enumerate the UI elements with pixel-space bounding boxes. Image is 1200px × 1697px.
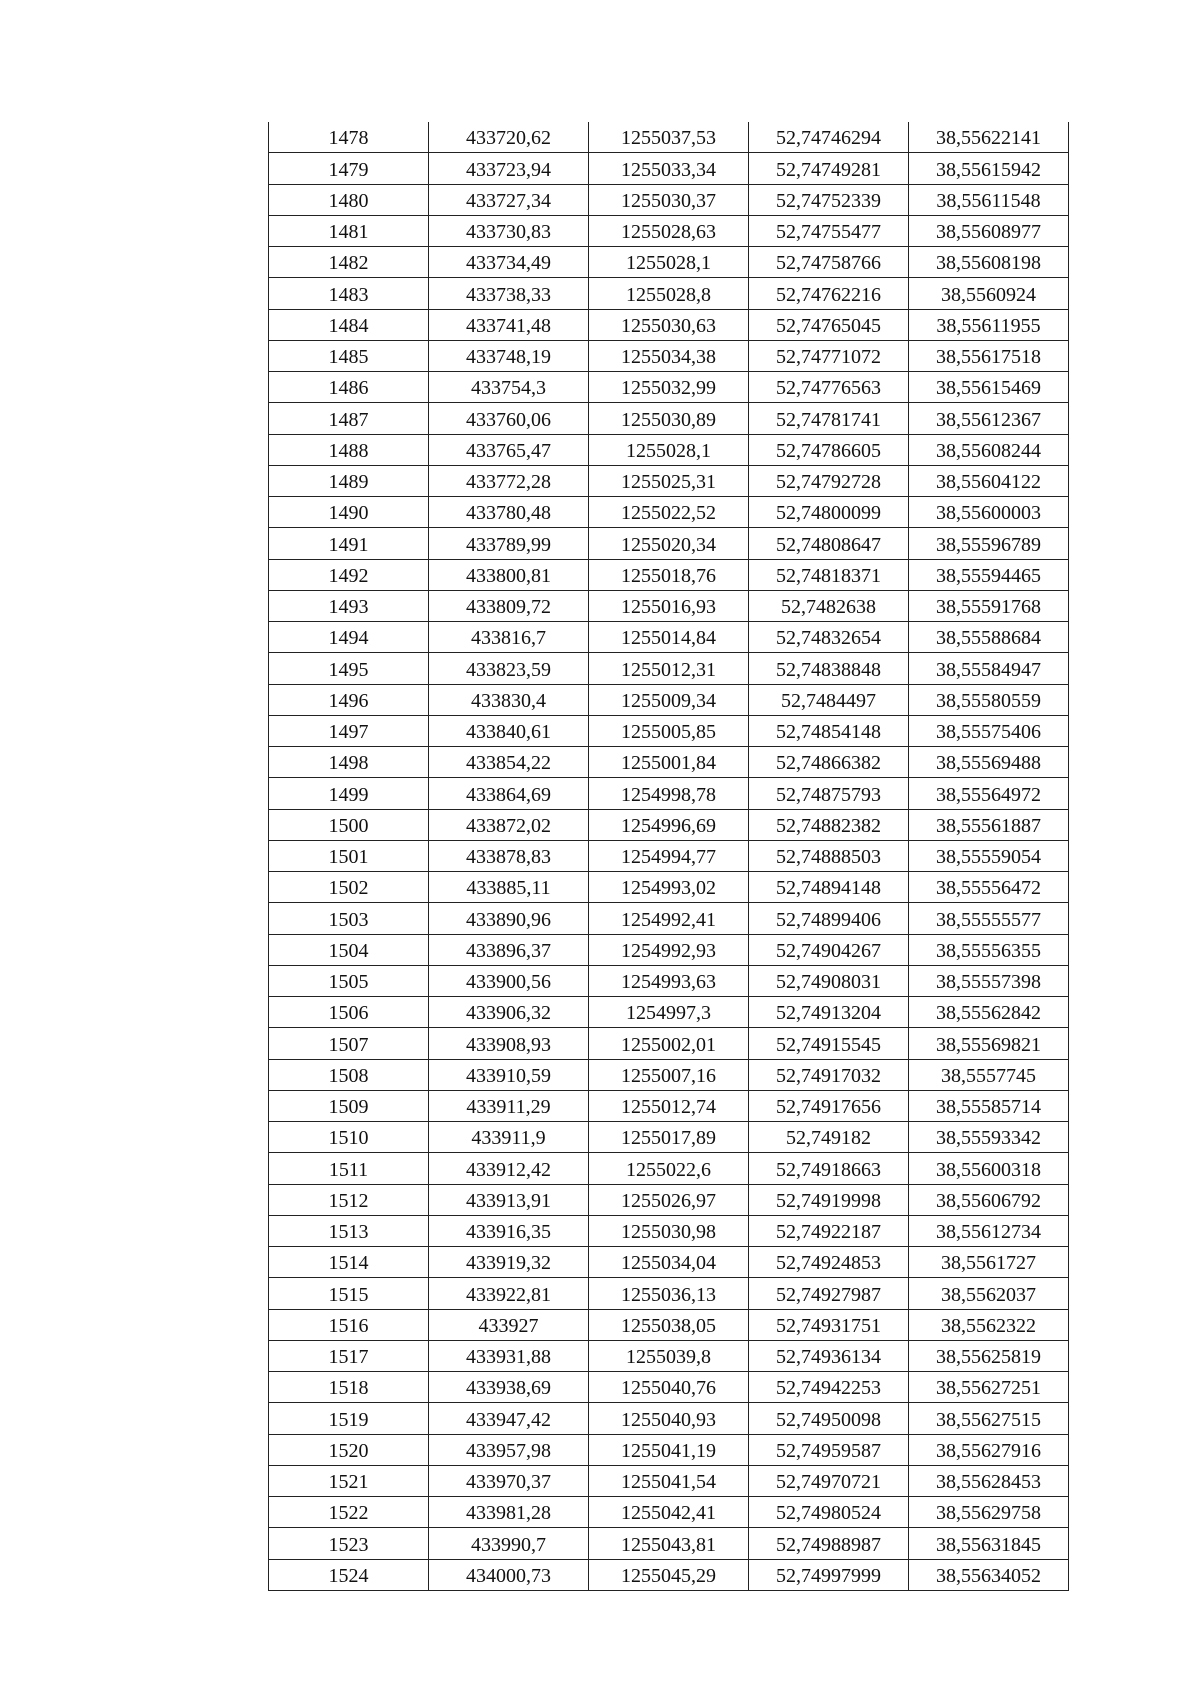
table-row <box>269 247 1069 278</box>
y-coordinate-cell: 1255030,98 <box>589 1215 749 1246</box>
longitude-cell: 38,55596789 <box>909 528 1069 559</box>
longitude-cell: 38,55555577 <box>909 903 1069 934</box>
point-number-cell: 1520 <box>269 1434 429 1465</box>
y-coordinate-cell: 1255041,19 <box>589 1434 749 1465</box>
point-number-cell: 1484 <box>269 309 429 340</box>
latitude-cell: 52,7482638 <box>749 590 909 621</box>
latitude-cell: 52,74950098 <box>749 1403 909 1434</box>
table-row <box>269 215 1069 246</box>
x-coordinate-cell: 433900,56 <box>429 965 589 996</box>
table-row <box>269 1090 1069 1121</box>
point-number-cell: 1490 <box>269 497 429 528</box>
y-coordinate-cell: 1255020,34 <box>589 528 749 559</box>
x-coordinate-cell: 433780,48 <box>429 497 589 528</box>
x-coordinate-cell: 433922,81 <box>429 1278 589 1309</box>
x-coordinate-cell: 433981,28 <box>429 1497 589 1528</box>
latitude-cell: 52,74918663 <box>749 1153 909 1184</box>
y-coordinate-cell: 1255018,76 <box>589 559 749 590</box>
point-number-cell: 1489 <box>269 465 429 496</box>
longitude-cell: 38,55557398 <box>909 965 1069 996</box>
table-row <box>269 1153 1069 1184</box>
latitude-cell: 52,74776563 <box>749 372 909 403</box>
point-number-cell: 1524 <box>269 1559 429 1590</box>
y-coordinate-cell: 1255016,93 <box>589 590 749 621</box>
latitude-cell: 52,74866382 <box>749 747 909 778</box>
x-coordinate-cell: 433840,61 <box>429 715 589 746</box>
x-coordinate-cell: 433741,48 <box>429 309 589 340</box>
y-coordinate-cell: 1255037,53 <box>589 122 749 153</box>
table-row <box>269 372 1069 403</box>
x-coordinate-cell: 433916,35 <box>429 1215 589 1246</box>
latitude-cell: 52,74832654 <box>749 622 909 653</box>
y-coordinate-cell: 1255038,05 <box>589 1309 749 1340</box>
table-row <box>269 715 1069 746</box>
longitude-cell: 38,55628453 <box>909 1465 1069 1496</box>
x-coordinate-cell: 433890,96 <box>429 903 589 934</box>
y-coordinate-cell: 1255028,63 <box>589 215 749 246</box>
y-coordinate-cell: 1254993,02 <box>589 872 749 903</box>
table-row <box>269 153 1069 184</box>
point-number-cell: 1493 <box>269 590 429 621</box>
x-coordinate-cell: 433864,69 <box>429 778 589 809</box>
point-number-cell: 1513 <box>269 1215 429 1246</box>
table-row <box>269 1247 1069 1278</box>
x-coordinate-cell: 433906,32 <box>429 997 589 1028</box>
table-row <box>269 434 1069 465</box>
point-number-cell: 1515 <box>269 1278 429 1309</box>
y-coordinate-cell: 1255028,1 <box>589 247 749 278</box>
y-coordinate-cell: 1255001,84 <box>589 747 749 778</box>
point-number-cell: 1478 <box>269 122 429 153</box>
longitude-cell: 38,5560924 <box>909 278 1069 309</box>
latitude-cell: 52,74888503 <box>749 840 909 871</box>
table-row <box>269 1372 1069 1403</box>
table-row <box>269 778 1069 809</box>
y-coordinate-cell: 1255005,85 <box>589 715 749 746</box>
x-coordinate-cell: 433938,69 <box>429 1372 589 1403</box>
y-coordinate-cell: 1254993,63 <box>589 965 749 996</box>
x-coordinate-cell: 433734,49 <box>429 247 589 278</box>
point-number-cell: 1482 <box>269 247 429 278</box>
point-number-cell: 1481 <box>269 215 429 246</box>
longitude-cell: 38,55627251 <box>909 1372 1069 1403</box>
x-coordinate-cell: 433765,47 <box>429 434 589 465</box>
longitude-cell: 38,55569488 <box>909 747 1069 778</box>
table-row <box>269 653 1069 684</box>
latitude-cell: 52,74919998 <box>749 1184 909 1215</box>
latitude-cell: 52,7484497 <box>749 684 909 715</box>
longitude-cell: 38,55556355 <box>909 934 1069 965</box>
x-coordinate-cell: 434000,73 <box>429 1559 589 1590</box>
point-number-cell: 1511 <box>269 1153 429 1184</box>
y-coordinate-cell: 1255033,34 <box>589 153 749 184</box>
longitude-cell: 38,55627515 <box>909 1403 1069 1434</box>
latitude-cell: 52,74917656 <box>749 1090 909 1121</box>
x-coordinate-cell: 433738,33 <box>429 278 589 309</box>
point-number-cell: 1497 <box>269 715 429 746</box>
point-number-cell: 1503 <box>269 903 429 934</box>
latitude-cell: 52,74755477 <box>749 215 909 246</box>
table-row <box>269 1434 1069 1465</box>
longitude-cell: 38,55631845 <box>909 1528 1069 1559</box>
point-number-cell: 1483 <box>269 278 429 309</box>
point-number-cell: 1523 <box>269 1528 429 1559</box>
longitude-cell: 38,55627916 <box>909 1434 1069 1465</box>
x-coordinate-cell: 433748,19 <box>429 340 589 371</box>
point-number-cell: 1491 <box>269 528 429 559</box>
table-row <box>269 465 1069 496</box>
longitude-cell: 38,55561887 <box>909 809 1069 840</box>
longitude-cell: 38,55584947 <box>909 653 1069 684</box>
point-number-cell: 1522 <box>269 1497 429 1528</box>
y-coordinate-cell: 1255002,01 <box>589 1028 749 1059</box>
latitude-cell: 52,74927987 <box>749 1278 909 1309</box>
latitude-cell: 52,74792728 <box>749 465 909 496</box>
table-row <box>269 809 1069 840</box>
longitude-cell: 38,55629758 <box>909 1497 1069 1528</box>
longitude-cell: 38,55585714 <box>909 1090 1069 1121</box>
longitude-cell: 38,55594465 <box>909 559 1069 590</box>
latitude-cell: 52,74752339 <box>749 184 909 215</box>
y-coordinate-cell: 1255028,8 <box>589 278 749 309</box>
longitude-cell: 38,55600003 <box>909 497 1069 528</box>
x-coordinate-cell: 433908,93 <box>429 1028 589 1059</box>
y-coordinate-cell: 1254992,41 <box>589 903 749 934</box>
table-row <box>269 747 1069 778</box>
y-coordinate-cell: 1255028,1 <box>589 434 749 465</box>
latitude-cell: 52,74997999 <box>749 1559 909 1590</box>
y-coordinate-cell: 1255009,34 <box>589 684 749 715</box>
point-number-cell: 1521 <box>269 1465 429 1496</box>
point-number-cell: 1512 <box>269 1184 429 1215</box>
longitude-cell: 38,55617518 <box>909 340 1069 371</box>
table-row <box>269 1184 1069 1215</box>
table-row <box>269 403 1069 434</box>
x-coordinate-cell: 433911,9 <box>429 1122 589 1153</box>
table-row <box>269 1465 1069 1496</box>
y-coordinate-cell: 1255030,63 <box>589 309 749 340</box>
table-row <box>269 1278 1069 1309</box>
point-number-cell: 1500 <box>269 809 429 840</box>
point-number-cell: 1514 <box>269 1247 429 1278</box>
point-number-cell: 1516 <box>269 1309 429 1340</box>
latitude-cell: 52,74749281 <box>749 153 909 184</box>
table-row <box>269 1309 1069 1340</box>
y-coordinate-cell: 1255017,89 <box>589 1122 749 1153</box>
longitude-cell: 38,5562322 <box>909 1309 1069 1340</box>
x-coordinate-cell: 433854,22 <box>429 747 589 778</box>
longitude-cell: 38,55600318 <box>909 1153 1069 1184</box>
y-coordinate-cell: 1255043,81 <box>589 1528 749 1559</box>
x-coordinate-cell: 433720,62 <box>429 122 589 153</box>
point-number-cell: 1519 <box>269 1403 429 1434</box>
table-row <box>269 122 1069 153</box>
table-row <box>269 1340 1069 1371</box>
latitude-cell: 52,74899406 <box>749 903 909 934</box>
longitude-cell: 38,55608198 <box>909 247 1069 278</box>
latitude-cell: 52,74913204 <box>749 997 909 1028</box>
point-number-cell: 1517 <box>269 1340 429 1371</box>
x-coordinate-cell: 433800,81 <box>429 559 589 590</box>
table-row <box>269 497 1069 528</box>
longitude-cell: 38,55625819 <box>909 1340 1069 1371</box>
latitude-cell: 52,74924853 <box>749 1247 909 1278</box>
longitude-cell: 38,55615942 <box>909 153 1069 184</box>
table-row <box>269 1559 1069 1590</box>
x-coordinate-cell: 433947,42 <box>429 1403 589 1434</box>
point-number-cell: 1492 <box>269 559 429 590</box>
longitude-cell: 38,55593342 <box>909 1122 1069 1153</box>
point-number-cell: 1510 <box>269 1122 429 1153</box>
y-coordinate-cell: 1255030,89 <box>589 403 749 434</box>
y-coordinate-cell: 1255039,8 <box>589 1340 749 1371</box>
y-coordinate-cell: 1255022,52 <box>589 497 749 528</box>
x-coordinate-cell: 433816,7 <box>429 622 589 653</box>
longitude-cell: 38,5561727 <box>909 1247 1069 1278</box>
x-coordinate-cell: 433957,98 <box>429 1434 589 1465</box>
x-coordinate-cell: 433931,88 <box>429 1340 589 1371</box>
latitude-cell: 52,74970721 <box>749 1465 909 1496</box>
x-coordinate-cell: 433789,99 <box>429 528 589 559</box>
y-coordinate-cell: 1254994,77 <box>589 840 749 871</box>
table-row <box>269 1028 1069 1059</box>
point-number-cell: 1499 <box>269 778 429 809</box>
latitude-cell: 52,74875793 <box>749 778 909 809</box>
longitude-cell: 38,55606792 <box>909 1184 1069 1215</box>
longitude-cell: 38,55575406 <box>909 715 1069 746</box>
point-number-cell: 1494 <box>269 622 429 653</box>
y-coordinate-cell: 1255007,16 <box>589 1059 749 1090</box>
point-number-cell: 1518 <box>269 1372 429 1403</box>
latitude-cell: 52,74786605 <box>749 434 909 465</box>
latitude-cell: 52,74917032 <box>749 1059 909 1090</box>
x-coordinate-cell: 433760,06 <box>429 403 589 434</box>
latitude-cell: 52,74838848 <box>749 653 909 684</box>
latitude-cell: 52,74931751 <box>749 1309 909 1340</box>
x-coordinate-cell: 433896,37 <box>429 934 589 965</box>
latitude-cell: 52,74959587 <box>749 1434 909 1465</box>
point-number-cell: 1498 <box>269 747 429 778</box>
coordinates-table-body <box>269 122 1069 1590</box>
x-coordinate-cell: 433872,02 <box>429 809 589 840</box>
table-row <box>269 528 1069 559</box>
longitude-cell: 38,55608977 <box>909 215 1069 246</box>
y-coordinate-cell: 1255036,13 <box>589 1278 749 1309</box>
table-row <box>269 278 1069 309</box>
longitude-cell: 38,55612734 <box>909 1215 1069 1246</box>
point-number-cell: 1495 <box>269 653 429 684</box>
table-row <box>269 590 1069 621</box>
y-coordinate-cell: 1254997,3 <box>589 997 749 1028</box>
table-row <box>269 840 1069 871</box>
y-coordinate-cell: 1255030,37 <box>589 184 749 215</box>
longitude-cell: 38,55608244 <box>909 434 1069 465</box>
x-coordinate-cell: 433990,7 <box>429 1528 589 1559</box>
longitude-cell: 38,55634052 <box>909 1559 1069 1590</box>
x-coordinate-cell: 433919,32 <box>429 1247 589 1278</box>
latitude-cell: 52,74762216 <box>749 278 909 309</box>
point-number-cell: 1504 <box>269 934 429 965</box>
x-coordinate-cell: 433754,3 <box>429 372 589 403</box>
table-row <box>269 184 1069 215</box>
longitude-cell: 38,55591768 <box>909 590 1069 621</box>
longitude-cell: 38,55588684 <box>909 622 1069 653</box>
y-coordinate-cell: 1254996,69 <box>589 809 749 840</box>
latitude-cell: 52,74771072 <box>749 340 909 371</box>
x-coordinate-cell: 433912,42 <box>429 1153 589 1184</box>
point-number-cell: 1485 <box>269 340 429 371</box>
y-coordinate-cell: 1255042,41 <box>589 1497 749 1528</box>
longitude-cell: 38,55556472 <box>909 872 1069 903</box>
y-coordinate-cell: 1254998,78 <box>589 778 749 809</box>
latitude-cell: 52,74781741 <box>749 403 909 434</box>
latitude-cell: 52,74980524 <box>749 1497 909 1528</box>
latitude-cell: 52,74904267 <box>749 934 909 965</box>
x-coordinate-cell: 433772,28 <box>429 465 589 496</box>
point-number-cell: 1486 <box>269 372 429 403</box>
y-coordinate-cell: 1255012,31 <box>589 653 749 684</box>
y-coordinate-cell: 1255041,54 <box>589 1465 749 1496</box>
table-row <box>269 1215 1069 1246</box>
y-coordinate-cell: 1255026,97 <box>589 1184 749 1215</box>
latitude-cell: 52,74936134 <box>749 1340 909 1371</box>
longitude-cell: 38,5557745 <box>909 1059 1069 1090</box>
longitude-cell: 38,55580559 <box>909 684 1069 715</box>
longitude-cell: 38,55622141 <box>909 122 1069 153</box>
point-number-cell: 1496 <box>269 684 429 715</box>
x-coordinate-cell: 433970,37 <box>429 1465 589 1496</box>
x-coordinate-cell: 433809,72 <box>429 590 589 621</box>
x-coordinate-cell: 433823,59 <box>429 653 589 684</box>
y-coordinate-cell: 1254992,93 <box>589 934 749 965</box>
y-coordinate-cell: 1255040,93 <box>589 1403 749 1434</box>
table-row <box>269 1059 1069 1090</box>
point-number-cell: 1479 <box>269 153 429 184</box>
table-row <box>269 934 1069 965</box>
latitude-cell: 52,74882382 <box>749 809 909 840</box>
x-coordinate-cell: 433878,83 <box>429 840 589 871</box>
x-coordinate-cell: 433885,11 <box>429 872 589 903</box>
coordinates-table <box>268 122 1069 1591</box>
point-number-cell: 1505 <box>269 965 429 996</box>
latitude-cell: 52,74854148 <box>749 715 909 746</box>
point-number-cell: 1487 <box>269 403 429 434</box>
y-coordinate-cell: 1255034,38 <box>589 340 749 371</box>
latitude-cell: 52,74746294 <box>749 122 909 153</box>
longitude-cell: 38,55612367 <box>909 403 1069 434</box>
longitude-cell: 38,55611955 <box>909 309 1069 340</box>
table-row <box>269 340 1069 371</box>
longitude-cell: 38,5562037 <box>909 1278 1069 1309</box>
latitude-cell: 52,74922187 <box>749 1215 909 1246</box>
table-row <box>269 903 1069 934</box>
x-coordinate-cell: 433911,29 <box>429 1090 589 1121</box>
y-coordinate-cell: 1255032,99 <box>589 372 749 403</box>
x-coordinate-cell: 433927 <box>429 1309 589 1340</box>
latitude-cell: 52,74765045 <box>749 309 909 340</box>
x-coordinate-cell: 433910,59 <box>429 1059 589 1090</box>
x-coordinate-cell: 433913,91 <box>429 1184 589 1215</box>
point-number-cell: 1488 <box>269 434 429 465</box>
y-coordinate-cell: 1255025,31 <box>589 465 749 496</box>
x-coordinate-cell: 433830,4 <box>429 684 589 715</box>
latitude-cell: 52,74988987 <box>749 1528 909 1559</box>
point-number-cell: 1509 <box>269 1090 429 1121</box>
y-coordinate-cell: 1255022,6 <box>589 1153 749 1184</box>
x-coordinate-cell: 433723,94 <box>429 153 589 184</box>
table-row <box>269 684 1069 715</box>
table-row <box>269 1497 1069 1528</box>
longitude-cell: 38,55564972 <box>909 778 1069 809</box>
latitude-cell: 52,74915545 <box>749 1028 909 1059</box>
point-number-cell: 1480 <box>269 184 429 215</box>
point-number-cell: 1507 <box>269 1028 429 1059</box>
y-coordinate-cell: 1255034,04 <box>589 1247 749 1278</box>
latitude-cell: 52,74808647 <box>749 528 909 559</box>
latitude-cell: 52,74942253 <box>749 1372 909 1403</box>
x-coordinate-cell: 433730,83 <box>429 215 589 246</box>
point-number-cell: 1502 <box>269 872 429 903</box>
latitude-cell: 52,749182 <box>749 1122 909 1153</box>
point-number-cell: 1501 <box>269 840 429 871</box>
table-row <box>269 965 1069 996</box>
point-number-cell: 1506 <box>269 997 429 1028</box>
longitude-cell: 38,55559054 <box>909 840 1069 871</box>
latitude-cell: 52,74818371 <box>749 559 909 590</box>
table-row <box>269 872 1069 903</box>
latitude-cell: 52,74800099 <box>749 497 909 528</box>
table-row <box>269 309 1069 340</box>
longitude-cell: 38,55604122 <box>909 465 1069 496</box>
point-number-cell: 1508 <box>269 1059 429 1090</box>
longitude-cell: 38,55615469 <box>909 372 1069 403</box>
table-row <box>269 1528 1069 1559</box>
latitude-cell: 52,74894148 <box>749 872 909 903</box>
x-coordinate-cell: 433727,34 <box>429 184 589 215</box>
table-row <box>269 997 1069 1028</box>
y-coordinate-cell: 1255045,29 <box>589 1559 749 1590</box>
longitude-cell: 38,55611548 <box>909 184 1069 215</box>
longitude-cell: 38,55562842 <box>909 997 1069 1028</box>
y-coordinate-cell: 1255012,74 <box>589 1090 749 1121</box>
y-coordinate-cell: 1255040,76 <box>589 1372 749 1403</box>
y-coordinate-cell: 1255014,84 <box>589 622 749 653</box>
table-row <box>269 1122 1069 1153</box>
table-row <box>269 622 1069 653</box>
longitude-cell: 38,55569821 <box>909 1028 1069 1059</box>
latitude-cell: 52,74758766 <box>749 247 909 278</box>
table-row <box>269 559 1069 590</box>
latitude-cell: 52,74908031 <box>749 965 909 996</box>
table-row <box>269 1403 1069 1434</box>
